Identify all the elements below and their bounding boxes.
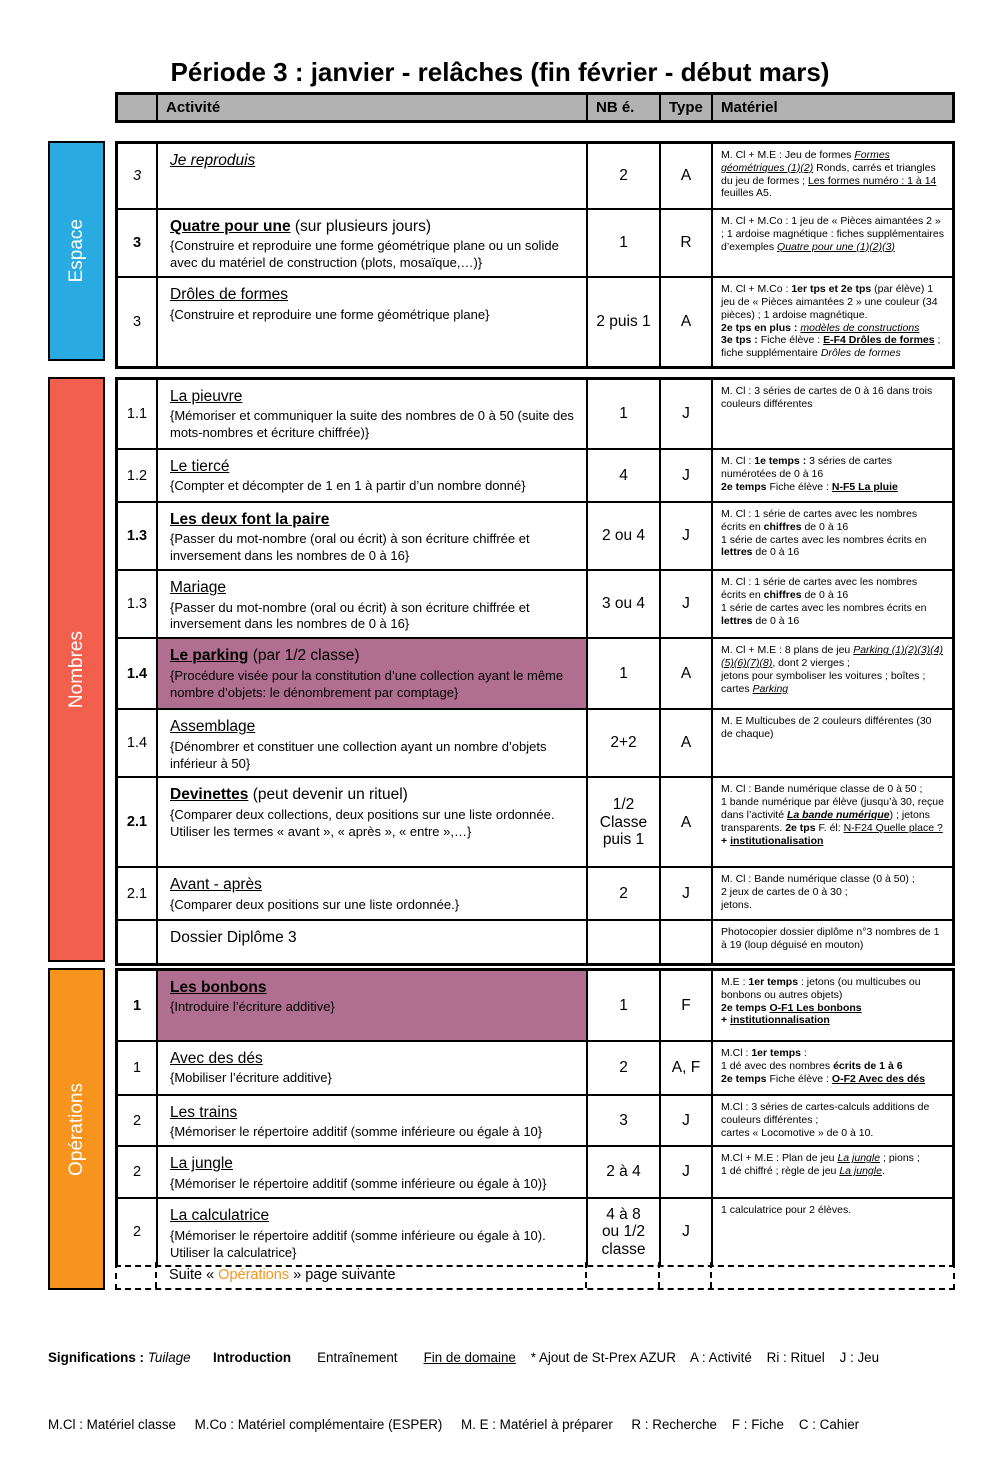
row-number-cell: 1.4 (126, 735, 148, 752)
activity-cell (156, 971, 586, 1040)
column-header-num (118, 95, 156, 120)
nb-cell: 2 (586, 868, 659, 919)
nb-cell (586, 921, 659, 963)
activity-cell (156, 278, 586, 366)
type-cell: J (659, 571, 711, 637)
type-cell: A (659, 144, 711, 208)
materiel-cell: Photocopier dossier diplôme n°3 nombres de 1 à 19 (loup déguisé en mouton) (711, 921, 952, 963)
row-number-cell: 1.4 (126, 665, 148, 682)
table-row (118, 501, 952, 569)
activity-description: {Construire et reproduire une forme géométrique plane ou un solide avec du matériel de construction (plots, mosaïque,…)} (170, 238, 559, 271)
table-row (118, 144, 952, 208)
activity-title: Drôles de formes (170, 286, 289, 304)
activity-title: Assemblage (170, 718, 256, 736)
type-cell: J (659, 1096, 711, 1145)
activity-description: {Dénombrer et constituer une collection ayant un nombre d’objets inférieur à 50} (170, 738, 547, 771)
materiel-cell: M. Cl : 1 série de cartes avec les nombres écrits en chiffres de 0 à 16 1 série de cartes avec les nombres écrits en lettres de 0 à 16 (711, 503, 952, 569)
materiel-cell: M. Cl + M.E : Jeu de formes Formes géométriques (1)(2) Ronds, carrés et triangles du jeu de formes ; Les formes numéro : 1 à 14 feuilles A5. (711, 144, 952, 208)
type-cell: A (659, 710, 711, 776)
activity-title: Le parking (par 1/2 classe) (170, 647, 360, 665)
legend (48, 1303, 956, 1480)
suite-activity-cell (155, 1262, 585, 1288)
nb-cell: 2+2 (586, 710, 659, 776)
table-row (118, 919, 952, 963)
nb-cell: 2 (586, 144, 659, 208)
activity-description: {Mémoriser le répertoire additif (somme inférieure ou égale à 10). Utiliser la calculatrice} (170, 1227, 546, 1260)
legend-line-2: M.Cl : Matériel classe M.Co : Matériel complémentaire (ESPER) M. E : Matériel à préparer R : Recherche F : Fiche C : Cahier (48, 1416, 860, 1432)
activity-title: Quatre pour une (sur plusieurs jours) (170, 218, 431, 235)
activity-cell (156, 1199, 586, 1265)
materiel-cell: M.E : 1er temps : jetons (ou multicubes ou bonbons ou autres objets) 2e temps O-F1 Les bonbons + institutionnalisation (711, 971, 952, 1040)
table-row (118, 448, 952, 501)
materiel-cell: M.Cl : 3 séries de cartes-calculs additions de couleurs différentes ; cartes « Locomotive » de 0 à 10. (711, 1096, 952, 1145)
materiel-cell: M.Cl : 1er temps : 1 dé avec des nombres écrits de 1 à 6 2e temps Fiche élève : O-F2 Avec des dés (711, 1042, 952, 1094)
section-label-nombres-text: Nombres (65, 630, 87, 709)
table-section-espace (115, 141, 955, 369)
nb-cell: 4 (586, 450, 659, 501)
table-row (118, 569, 952, 637)
nb-cell: 2 ou 4 (586, 503, 659, 569)
activity-title: Avant - après (170, 876, 262, 894)
activity-title: Le tiercé (170, 458, 230, 475)
nb-cell: 4 à 8 ou 1/2 classe (586, 1199, 659, 1265)
activity-title: Avec des dés (170, 1050, 263, 1067)
suite-materiel-cell (710, 1262, 953, 1288)
activity-description: {Passer du mot-nombre (oral ou écrit) à son écriture chiffrée et inversement dans les nombres de 0 à 16} (170, 599, 530, 632)
section-label-espace-text: Espace (65, 219, 87, 283)
activity-cell (156, 380, 586, 448)
row-number-cell (118, 921, 156, 963)
materiel-cell: M. Cl : Bande numérique classe (0 à 50) ; 2 jeux de cartes de 0 à 30 ; jetons. (711, 868, 952, 919)
materiel-cell: M. Cl + M.Co : 1 jeu de « Pièces aimantées 2 » ; 1 ardoise magnétique : fiches supplémentaires d’exemples Quatre pour une (1)(2)(3) (711, 210, 952, 276)
suite-nb-cell (585, 1262, 658, 1288)
page-title: Période 3 : janvier - relâches (fin février - début mars) (170, 57, 830, 87)
nb-cell: 1 (586, 380, 659, 448)
activity-cell (156, 144, 586, 208)
activity-title: Les trains (170, 1104, 238, 1121)
type-cell: J (659, 503, 711, 569)
activity-description: {Mémoriser le répertoire additif (somme inférieure ou égale à 10)} (170, 1175, 547, 1191)
table-section-nombres (115, 377, 955, 966)
materiel-cell: M. Cl : Bande numérique classe de 0 à 50 ; 1 bande numérique par élève (jusqu’à 30, reçue dans l’activité La bande numérique) ; jetons transparents. 2e tps F. él: N-F24 Quelle place ? + institutionalisation (711, 778, 952, 866)
nb-cell: 2 puis 1 (586, 278, 659, 366)
table-row (118, 276, 952, 366)
type-cell: A (659, 278, 711, 366)
activity-title: Devinettes (peut devenir un rituel) (170, 786, 408, 804)
row-number-cell: 1 (132, 997, 142, 1014)
section-label-espace (48, 141, 105, 361)
row-number-cell: 3 (132, 168, 142, 184)
type-cell: J (659, 1199, 711, 1265)
section-label-operations-text: Opérations (65, 1082, 87, 1176)
column-header-type: Type (659, 95, 711, 120)
activity-cell (156, 1147, 586, 1197)
activity-title: Les deux font la paire (170, 511, 330, 528)
activity-cell (156, 571, 586, 637)
row-number-cell: 1.3 (126, 596, 148, 613)
column-header-nb: NB é. (586, 95, 659, 120)
suite-num-cell (117, 1262, 155, 1288)
nb-cell: 1/2 Classe puis 1 (586, 778, 659, 866)
table-row (118, 1040, 952, 1094)
row-number-cell: 3 (132, 314, 142, 331)
activity-description: {Comparer deux positions sur une liste ordonnée.} (170, 896, 460, 912)
activity-description: {Procédure visée pour la constitution d’une collection ayant le même nombre d’objets: le dénombrement par comptage} (170, 667, 564, 700)
activity-description: {Introduire l’écriture additive} (170, 999, 335, 1015)
materiel-cell: M. Cl : 1e temps : 3 séries de cartes numérotées de 0 à 16 2e temps Fiche élève : N-F5 La pluie (711, 450, 952, 501)
materiel-cell: M. Cl + M.Co : 1er tps et 2e tps (par élève) 1 jeu de « Pièces aimantées 2 » une couleur (34 pièces) ; 1 ardoise magnétique. 2e tps en plus : modèles de constructions 3e tps : Fiche élève : E-F4 Drôles de formes ; fiche supplémentaire Drôles de formes (711, 278, 952, 366)
type-cell: F (659, 971, 711, 1040)
type-cell: A (659, 639, 711, 708)
table-row (118, 708, 952, 776)
nb-cell: 1 (586, 210, 659, 276)
table-row (118, 776, 952, 866)
row-number-cell: 2.1 (126, 885, 148, 902)
column-header-materiel: Matériel (711, 95, 952, 120)
activity-description: {Passer du mot-nombre (oral ou écrit) à son écriture chiffrée et inversement dans les nombres de 0 à 16} (170, 531, 530, 564)
table-header-row (115, 92, 955, 123)
nb-cell: 3 ou 4 (586, 571, 659, 637)
activity-cell (156, 503, 586, 569)
activity-description: {Compter et décompter de 1 en 1 à partir d’un nombre donné} (170, 478, 526, 494)
activity-description: {Mobiliser l’écriture additive} (170, 1070, 332, 1086)
type-cell: J (659, 450, 711, 501)
activity-cell (156, 778, 586, 866)
table-section-operations (115, 968, 955, 1267)
activity-title: La pieuvre (170, 388, 243, 405)
table-row (118, 1197, 952, 1265)
table-row (118, 1094, 952, 1145)
materiel-cell: 1 calculatrice pour 2 élèves. (711, 1199, 952, 1265)
activity-title: Les bonbons (170, 979, 267, 996)
row-number-cell: 2 (132, 1112, 142, 1129)
nb-cell: 3 (586, 1096, 659, 1145)
materiel-cell: M. Cl : 3 séries de cartes de 0 à 16 dans trois couleurs différentes (711, 380, 952, 448)
row-number-cell: 2 (132, 1164, 142, 1181)
suite-note: Suite « Opérations » page suivante (169, 1267, 396, 1283)
materiel-cell: M. E Multicubes de 2 couleurs différentes (30 de chaque) (711, 710, 952, 776)
activity-cell (156, 450, 586, 501)
row-number-cell: 1.3 (126, 528, 148, 545)
nb-cell: 2 à 4 (586, 1147, 659, 1197)
legend-line-1: Significations : Tuilage Introduction Entraînement Fin de domaine * Ajout de St-Prex AZUR A : Activité Ri : Rituel J : Jeu (48, 1350, 880, 1366)
nb-cell: 1 (586, 971, 659, 1040)
table-row (118, 380, 952, 448)
row-number-cell: 1.2 (126, 467, 148, 484)
table-row (118, 866, 952, 919)
table-row (118, 208, 952, 276)
activity-description: {Comparer deux collections, deux positions sur une liste ordonnée. Utiliser les termes « avant », « après », « entre »,…} (170, 806, 555, 839)
table-row (118, 1145, 952, 1197)
table-row (118, 637, 952, 708)
activity-title: La jungle (170, 1155, 233, 1173)
materiel-cell: M. Cl : 1 série de cartes avec les nombres écrits en chiffres de 0 à 16 1 série de cartes avec les nombres écrits en lettres de 0 à 16 (711, 571, 952, 637)
type-cell: J (659, 868, 711, 919)
activity-title: Je reproduis (170, 152, 256, 169)
row-number-cell: 2 (132, 1224, 142, 1241)
row-number-cell: 1.1 (126, 406, 148, 422)
nb-cell: 2 (586, 1042, 659, 1094)
row-number-cell: 3 (132, 235, 142, 252)
materiel-cell: M. Cl + M.E : 8 plans de jeu Parking (1)(2)(3)(4)(5)(6)(7)(8), dont 2 vierges ; jetons pour symboliser les voitures ; boîtes ; cartes Parking (711, 639, 952, 708)
activity-description: {Mémoriser et communiquer la suite des nombres de 0 à 50 (suite des mots-nombres et écriture chiffrée)} (170, 408, 574, 441)
type-cell: A (659, 778, 711, 866)
row-number-cell: 1 (132, 1060, 142, 1076)
type-cell (659, 921, 711, 963)
column-header-activite: Activité (156, 95, 586, 120)
activity-cell (156, 639, 586, 708)
activity-cell (156, 710, 586, 776)
suite-type-cell (658, 1262, 710, 1288)
type-cell: J (659, 1147, 711, 1197)
activity-title: La calculatrice (170, 1207, 270, 1225)
activity-title: Dossier Diplôme 3 (170, 929, 297, 947)
suite-row (115, 1262, 955, 1290)
activity-cell (156, 868, 586, 919)
type-cell: A, F (659, 1042, 711, 1094)
activity-cell (156, 210, 586, 276)
type-cell: J (659, 380, 711, 448)
nb-cell: 1 (586, 639, 659, 708)
section-label-operations (48, 968, 105, 1290)
section-label-nombres (48, 377, 105, 962)
type-cell: R (659, 210, 711, 276)
activity-cell (156, 1042, 586, 1094)
activity-title: Mariage (170, 579, 226, 597)
row-number-cell: 2.1 (126, 814, 148, 831)
activity-description: {Construire et reproduire une forme géométrique plane} (170, 306, 490, 322)
activity-cell (156, 1096, 586, 1145)
table-row (118, 971, 952, 1040)
materiel-cell: M.Cl + M.E : Plan de jeu La jungle ; pions ; 1 dé chiffré ; règle de jeu La jungle. (711, 1147, 952, 1197)
activity-description: {Mémoriser le répertoire additif (somme inférieure ou égale à 10} (170, 1124, 543, 1140)
activity-cell (156, 921, 586, 963)
